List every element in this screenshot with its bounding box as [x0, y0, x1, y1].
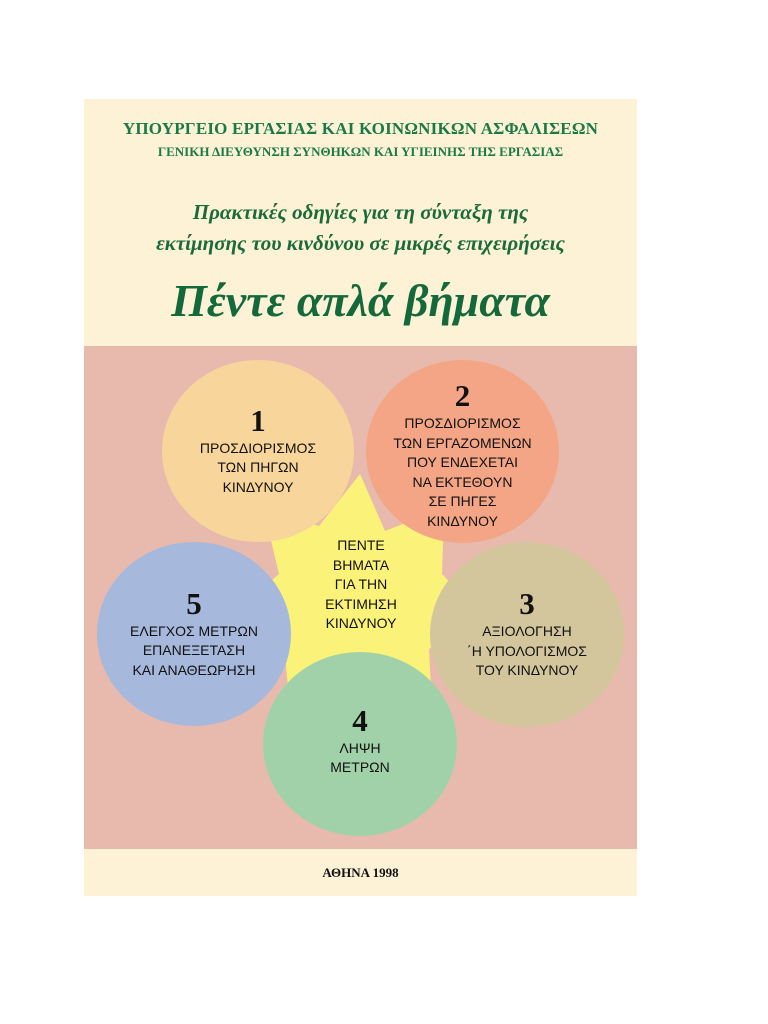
- step-label: ΑΞΙΟΛΟΓΗΣΗ ΄Η ΥΠΟΛΟΓΙΣΜΟΣ ΤΟΥ ΚΙΝΔΥΝΟΥ: [467, 623, 587, 679]
- document-subtitle: [84, 197, 637, 259]
- subtitle-line-1: Πρακτικές οδηγίες για τη σύνταξη της: [192, 200, 529, 224]
- step-circle-4: [263, 652, 457, 836]
- step-label: ΠΡΟΣΔΙΟΡΙΣΜΟΣ ΤΩΝ ΠΗΓΩΝ ΚΙΝΔΥΝΟΥ: [199, 439, 317, 495]
- step-circle-3: [430, 542, 624, 727]
- ministry-name: ΥΠΟΥΡΓΕΙΟ ΕΡΓΑΣΙΑΣ ΚΑΙ ΚΟΙΝΩΝΙΚΩΝ ΑΣΦΑΛΙΣΕΩΝ: [122, 119, 599, 138]
- step-circle-1: [162, 360, 354, 542]
- step-number: 4: [352, 702, 368, 738]
- subtitle-line-2: εκτίμησης του κινδύνου σε μικρές επιχειρήσεις: [156, 231, 565, 255]
- document-cover: [84, 99, 637, 896]
- step-number: 3: [519, 586, 535, 622]
- cover-footer: [84, 849, 637, 896]
- cover-header: [84, 99, 637, 346]
- five-steps-diagram: [84, 346, 637, 849]
- step-circle-2: [366, 360, 559, 543]
- step-number: 5: [186, 585, 202, 621]
- document-title: Πέντε απλά βήματα: [171, 275, 550, 326]
- center-label: ΠΕΝΤΕ ΒΗΜΑΤΑ ΓΙΑ ΤΗΝ ΕΚΤΙΜΗΣΗ ΚΙΝΔΥΝΟΥ: [325, 537, 397, 631]
- step-label: ΕΛΕΓΧΟΣ ΜΕΤΡΩΝ ΕΠΑΝΕΞΕΤΑΣΗ ΚΑΙ ΑΝΑΘΕΩΡΗΣΗ: [130, 622, 258, 678]
- publication-place-year: ΑΘΗΝΑ 1998: [322, 865, 399, 880]
- step-label: ΠΡΟΣΔΙΟΡΙΣΜΟΣ ΤΩΝ ΕΡΓΑΖΟΜΕΝΩΝ ΠΟΥ ΕΝΔΕΧΕΤΑΙ ΝΑ ΕΚΤΕΘΟΥΝ ΣΕ ΠΗΓΕΣ ΚΙΝΔΥΝΟΥ: [393, 415, 532, 529]
- directorate-name: ΓΕΝΙΚΗ ΔΙΕΥΘΥΝΣΗ ΣΥΝΘΗΚΩΝ ΚΑΙ ΥΓΙΕΙΝΗΣ ΤΗΣ ΕΡΓΑΣΙΑΣ: [157, 144, 564, 159]
- step-circle-5: [97, 542, 291, 726]
- step-number: 2: [454, 378, 471, 413]
- step-number: 1: [250, 402, 266, 438]
- step-label: ΛΗΨΗ ΜΕΤΡΩΝ: [330, 739, 390, 775]
